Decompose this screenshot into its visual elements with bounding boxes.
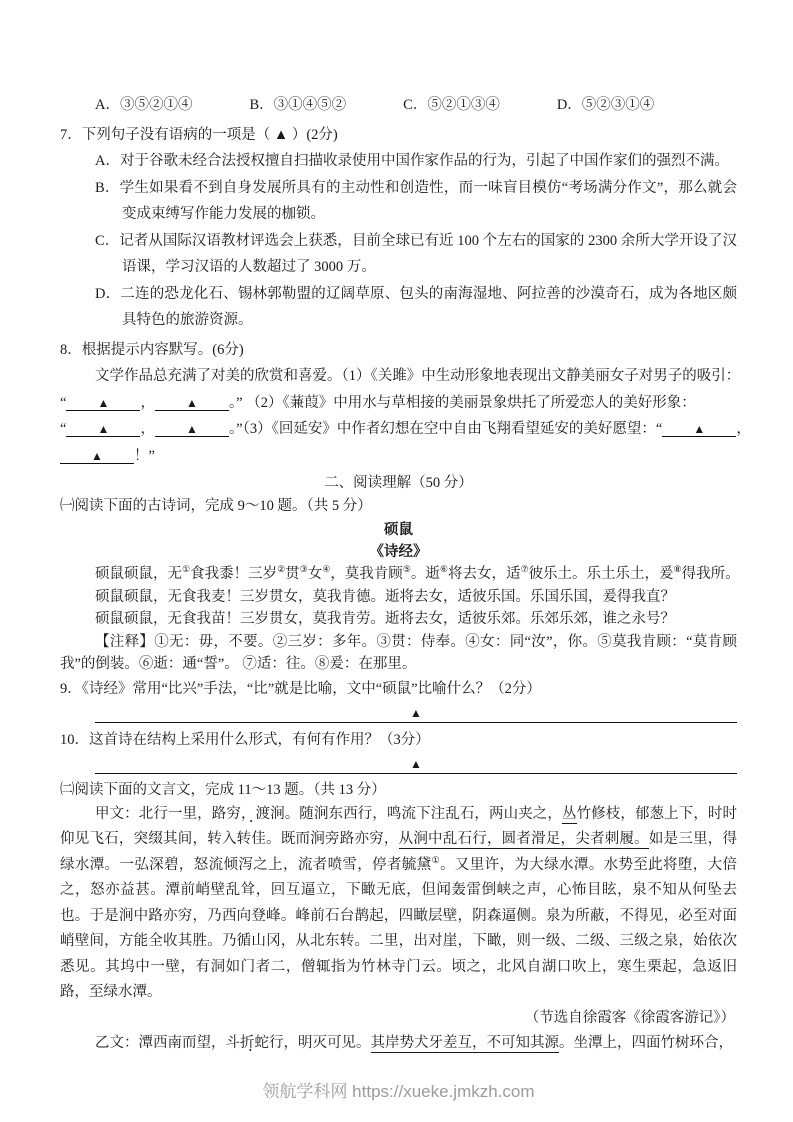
- jiawen-paragraph: 甲文：北行一里，路穷，渡涧。随涧东西行，鸣流下注乱石，两山夹之，丛竹修枝，郁葱上下，时时仰见飞石，突缀其间，转入转佳。既而涧旁路亦穷，从涧中乱石行，圆者滑足，尖者刺履。如是三里，得绿水潭。一弘深碧，怒流倾泻之上，流者喷雪，停者毓黛①。又里许，为大绿水潭。水势至此将堕，大倍之，怒亦益甚。潭前峭壁乱耸，回互逼立，下瞰无底，但闻轰雷倒峡之声，心怖目眩，泉不知从何坠去也。于是涧中路亦穷，乃西向登峰。峰前石台鹊起，四瞰层壁，阴森逼侧。泉为所蔽，不得见，必至对面峭壁间，方能全收其胜。乃循山冈，从北东转。二里，出对崖，下瞰，则一级、二级、三级之泉，始依次悉见。其坞中一壁，有洞如门者二，僧辄指为竹林寺门云。顷之，北风自湖口吹上，寒生栗起，急返旧路，至绿水潭。: [60, 805, 738, 1000]
- section-2-heading: 二、阅读理解（50 分）: [324, 475, 473, 491]
- answer-triangle: ▲: [410, 705, 422, 720]
- poem-source: 《诗经》: [369, 544, 428, 560]
- yiwen-paragraph: 乙文：潭西南而望，斗折蛇行，明灭可见。其岸势犬牙差互，不可知其源。坐潭上，四面竹树环合，: [95, 1034, 733, 1051]
- question-9-answer-line: [95, 701, 737, 723]
- question-7-option-d: D．二连的恐龙化石、锡林郭勒盟的辽阔草原、包头的南海湿地、阿拉善的沙漠奇石，成为各地区颇具特色的旅游资源。: [95, 285, 737, 328]
- question-6-option-b: B．③①④⑤②: [249, 97, 347, 113]
- poem-notes: 【注释】①无：毋，不要。②三岁：多年。③贯：侍奉。④女：同“汝”，你。⑤莫我肯顾：“莫肯顾我”的倒装。⑥逝：通“誓”。 ⑦适：往。⑧爰：在那里。: [60, 633, 737, 672]
- part-2-intro: ㈡阅读下面的文言文，完成 11～13 题。（共 13 分）: [60, 781, 386, 798]
- question-6-option-d: D．⑤②③①④: [556, 97, 655, 113]
- site-footer: 领航学科网 https://xueke.jmkzh.com: [262, 1082, 535, 1101]
- question-8-line-1: 文学作品总充满了对美的欣赏和喜爱。（1）《关雎》中生动形象地表现出文静美丽女子对男子的吸引：: [95, 368, 741, 384]
- question-7-option-a: A．对于谷歌未经合法授权擅自扫描收录使用中国作家作品的行为，引起了中国作家们的强烈不满。: [95, 153, 729, 169]
- part-1-intro: ㈠阅读下面的古诗词，完成 9～10 题。（共 5 分）: [60, 498, 372, 514]
- question-7-option-b: B．学生如果看不到自身发展所具有的主动性和创造性，而一味盲目模仿“考场满分作文”，那么就会变成束缚写作能力发展的枷锁。: [95, 179, 737, 222]
- question-6-option-c: C．⑤②①③④: [403, 97, 500, 113]
- poem-line-3: 硕鼠硕鼠，无食我苗！三岁贯女，莫我肯劳。逝将去女，适彼乐郊。乐郊乐郊，谁之永号？: [95, 611, 675, 627]
- question-9-stem: 9．《诗经》常用“比兴”手法，“比”就是比喻，文中“硕鼠”比喻什么？（2分）: [60, 680, 541, 697]
- question-10-stem: 10．这首诗在结构上采用什么形式，有何有作用？（3分）: [60, 731, 430, 748]
- poem-title: 硕鼠: [384, 522, 413, 538]
- question-8-line-2: “ ▲ ， ▲ 。” （2）《蒹葭》中用水与草相接的美丽景象烘托了所爱恋人的美好形象：: [60, 394, 696, 411]
- answer-triangle: ▲: [410, 756, 422, 771]
- poem-line-1: 硕鼠硕鼠，无①食我黍！三岁②贯③女④，莫我肯顾⑤。逝⑥将去女，适⑦彼乐土。乐土乐土，爰⑧得我所。: [95, 564, 740, 582]
- question-10-answer-line: [95, 752, 737, 774]
- question-8-line-3: “ ▲ ， ▲ 。”（3）《回延安》中作者幻想在空中自由飞翔看望延安的美好愿望：“ ▲ ，: [60, 421, 751, 437]
- question-6-options-row: [60, 92, 737, 119]
- question-7-stem: 7．下列句子没有语病的一项是（ ▲ ）(2分): [60, 126, 338, 143]
- question-8-stem: 8．根据提示内容默写。(6分): [60, 341, 244, 358]
- question-7-option-c: C．记者从国际汉语教材评选会上获悉，目前全球已有近 100 个左右的国家的 2300 余所大学开设了汉语课，学习汉语的人数超过了 3000 万。: [95, 232, 737, 275]
- jiawen-attribution: （节选自徐霞客《徐霞客游记》）: [524, 1009, 735, 1026]
- question-8-line-4: ▲ ！”: [60, 443, 737, 470]
- poem-line-2: 硕鼠硕鼠，无食我麦！三岁贯女，莫我肯德。逝将去女，适彼乐国。乐国乐国，爰得我直？: [95, 588, 675, 605]
- question-6-option-a: A．③⑤②①④: [95, 97, 193, 113]
